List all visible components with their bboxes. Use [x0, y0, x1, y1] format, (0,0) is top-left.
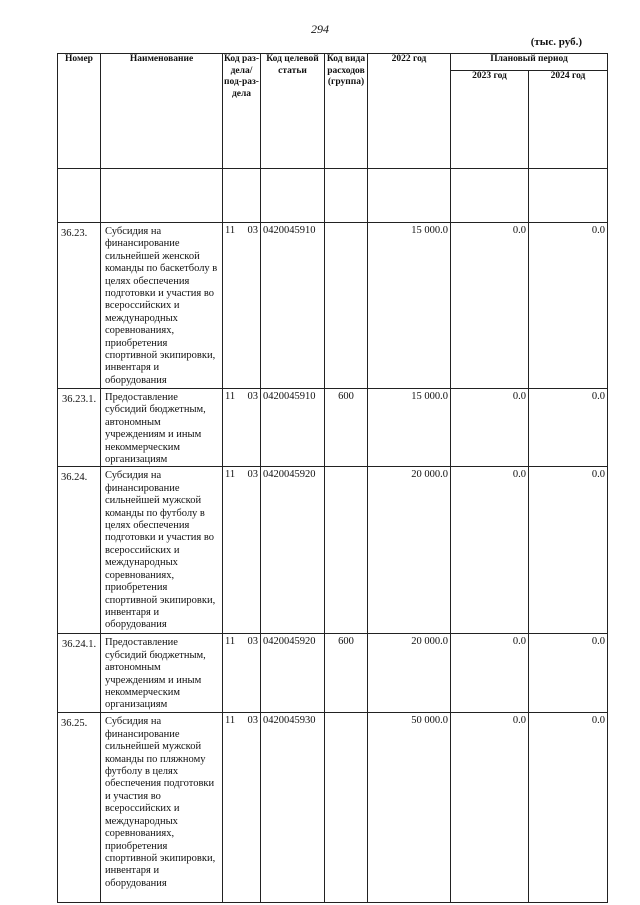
section: 11 [225, 636, 236, 648]
row-name: Предоставление субсидий бюджетным, автономным учреждениям и иным некоммерческим организациям [101, 634, 223, 713]
section: 11 [225, 391, 236, 402]
table-row [58, 389, 608, 467]
header-year-2024: 2024 год [529, 71, 608, 169]
header-year-2023: 2023 год [451, 71, 529, 169]
table-header [58, 54, 608, 223]
row-section-code [223, 223, 261, 389]
row-expense-group [325, 713, 368, 903]
row-section-code [223, 467, 261, 634]
row-value-2023: 0.0 [451, 467, 529, 634]
row-number: 36.24. [58, 467, 101, 634]
row-value-2024: 0.0 [529, 713, 608, 903]
row-target-code: 0420045920 [261, 634, 325, 713]
subsection: 03 [247, 469, 258, 481]
row-section-code [223, 634, 261, 713]
row-section-code [223, 389, 261, 467]
row-number: 36.23. [58, 223, 101, 389]
row-value-2023: 0.0 [451, 223, 529, 389]
row-value-2023: 0.0 [451, 634, 529, 713]
row-name: Предоставление субсидий бюджетным, автономным учреждениям и иным некоммерческим организациям [101, 389, 223, 467]
header-number: Номер [58, 54, 101, 169]
section: 11 [225, 225, 236, 236]
units-label: (тыс. руб.) [530, 36, 582, 48]
table-row [58, 223, 608, 389]
row-value-2022: 15 000.0 [368, 389, 451, 467]
header-plan-period: Плановый период [451, 54, 608, 71]
row-name: Субсидия на финансирование сильнейшей женской команды по баскетболу в целях обеспечения подготовки и участия во всероссийских и международных соревнованиях, приобретения спортивной экипировки, инвентаря и оборудования [101, 223, 223, 389]
row-section-code [223, 713, 261, 903]
table-row [58, 634, 608, 713]
row-name: Субсидия на финансирование сильнейшей мужской команды по футболу в целях обеспечения подготовки и участия во всероссийских и международных соревнованиях, приобретения спортивной экипировки, инвентаря и оборудования [101, 467, 223, 634]
row-expense-group [325, 467, 368, 634]
row-number: 36.23.1. [58, 389, 101, 467]
row-value-2023: 0.0 [451, 389, 529, 467]
row-target-code: 0420045930 [261, 713, 325, 903]
header-name: Наименование [101, 54, 223, 169]
row-name: Субсидия на финансирование сильнейшей мужской команды по пляжному футболу в целях обеспечения подготовки и участия во всероссийских и международных соревнованиях, приобретения спортивной экипировки, инвентаря и оборудования [101, 713, 223, 903]
row-value-2024: 0.0 [529, 467, 608, 634]
budget-table [57, 53, 608, 903]
subsection: 03 [247, 225, 258, 236]
subsection: 03 [247, 636, 258, 648]
row-value-2024: 0.0 [529, 634, 608, 713]
header-year-2022: 2022 год [368, 54, 451, 169]
table-row [58, 713, 608, 903]
subsection: 03 [247, 391, 258, 402]
header-target-code: Код целевой статьи [261, 54, 325, 169]
row-target-code: 0420045910 [261, 223, 325, 389]
row-target-code: 0420045910 [261, 389, 325, 467]
section: 11 [225, 469, 236, 481]
row-value-2023: 0.0 [451, 713, 529, 903]
row-number: 36.24.1. [58, 634, 101, 713]
row-expense-group: 600 [325, 634, 368, 713]
table-row [58, 467, 608, 634]
row-number: 36.25. [58, 713, 101, 903]
table-body [58, 223, 608, 903]
row-value-2022: 20 000.0 [368, 634, 451, 713]
section: 11 [225, 715, 236, 727]
subsection: 03 [247, 715, 258, 727]
header-section-code: Код раз-дела/ под-раз-дела [223, 54, 261, 169]
page-number: 294 [311, 22, 329, 36]
row-value-2022: 50 000.0 [368, 713, 451, 903]
row-expense-group: 600 [325, 389, 368, 467]
row-value-2024: 0.0 [529, 223, 608, 389]
header-spacer [58, 169, 608, 223]
row-value-2022: 15 000.0 [368, 223, 451, 389]
row-expense-group [325, 223, 368, 389]
row-target-code: 0420045920 [261, 467, 325, 634]
row-value-2022: 20 000.0 [368, 467, 451, 634]
header-expense-type-code: Код вида расходов (группа) [325, 54, 368, 169]
row-value-2024: 0.0 [529, 389, 608, 467]
